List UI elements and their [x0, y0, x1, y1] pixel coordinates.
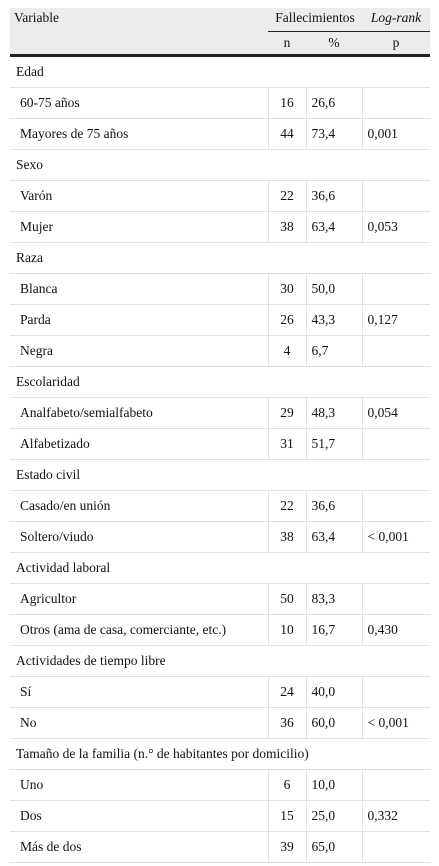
table-row [10, 398, 430, 429]
row-pct: 73,4 [306, 119, 362, 150]
row-label: No [10, 708, 268, 739]
row-pct: 10,0 [306, 770, 362, 801]
mortality-table [10, 8, 430, 863]
row-n: 15 [268, 801, 306, 832]
row-pct: 63,4 [306, 522, 362, 553]
row-p-value [362, 429, 430, 460]
row-pct: 43,3 [306, 305, 362, 336]
table-row [10, 119, 430, 150]
row-n: 22 [268, 181, 306, 212]
section-row [10, 150, 430, 181]
row-p-value: 0,127 [362, 305, 430, 336]
row-n: 38 [268, 212, 306, 243]
row-pct: 63,4 [306, 212, 362, 243]
row-label: Agricultor [10, 584, 268, 615]
row-n: 22 [268, 491, 306, 522]
row-label: Analfabeto/semialfabeto [10, 398, 268, 429]
row-n: 30 [268, 274, 306, 305]
table-header [10, 8, 430, 56]
table-row [10, 88, 430, 119]
row-pct: 51,7 [306, 429, 362, 460]
row-pct: 26,6 [306, 88, 362, 119]
section-title: Edad [10, 56, 430, 88]
row-label: 60-75 años [10, 88, 268, 119]
section-row [10, 646, 430, 677]
header-logrank: Log-rank [362, 8, 430, 32]
header-fallecimientos: Fallecimientos [268, 8, 362, 32]
row-p-value [362, 88, 430, 119]
header-pct: % [306, 32, 362, 56]
section-row [10, 739, 430, 770]
row-label: Alfabetizado [10, 429, 268, 460]
section-row [10, 243, 430, 274]
row-pct: 83,3 [306, 584, 362, 615]
section-row [10, 367, 430, 398]
row-label: Varón [10, 181, 268, 212]
table-row [10, 491, 430, 522]
row-pct: 50,0 [306, 274, 362, 305]
row-n: 6 [268, 770, 306, 801]
table-row [10, 832, 430, 863]
row-p-value: 0,332 [362, 801, 430, 832]
header-n: n [268, 32, 306, 56]
table-row [10, 274, 430, 305]
row-pct: 40,0 [306, 677, 362, 708]
row-pct: 60,0 [306, 708, 362, 739]
row-p-value [362, 274, 430, 305]
header-p: p [362, 32, 430, 56]
row-label: Sí [10, 677, 268, 708]
table-row [10, 305, 430, 336]
table-body [10, 56, 430, 863]
section-title: Sexo [10, 150, 430, 181]
row-pct: 65,0 [306, 832, 362, 863]
row-n: 39 [268, 832, 306, 863]
row-n: 50 [268, 584, 306, 615]
row-pct: 16,7 [306, 615, 362, 646]
table-row [10, 212, 430, 243]
row-label: Mayores de 75 años [10, 119, 268, 150]
row-label: Otros (ama de casa, comerciante, etc.) [10, 615, 268, 646]
table-row [10, 677, 430, 708]
row-pct: 36,6 [306, 181, 362, 212]
row-p-value: < 0,001 [362, 708, 430, 739]
row-pct: 36,6 [306, 491, 362, 522]
row-p-value [362, 584, 430, 615]
section-row [10, 553, 430, 584]
section-row [10, 460, 430, 491]
section-title: Estado civil [10, 460, 430, 491]
table-row [10, 708, 430, 739]
section-title: Tamaño de la familia (n.° de habitantes por domicilio) [10, 739, 430, 770]
row-p-value: < 0,001 [362, 522, 430, 553]
table-row [10, 522, 430, 553]
header-variable: Variable [10, 8, 268, 32]
row-n: 26 [268, 305, 306, 336]
row-label: Uno [10, 770, 268, 801]
row-pct: 25,0 [306, 801, 362, 832]
table-row [10, 584, 430, 615]
row-p-value: 0,430 [362, 615, 430, 646]
row-n: 16 [268, 88, 306, 119]
section-title: Actividad laboral [10, 553, 430, 584]
row-pct: 48,3 [306, 398, 362, 429]
table-row [10, 336, 430, 367]
row-p-value [362, 677, 430, 708]
row-n: 44 [268, 119, 306, 150]
row-label: Dos [10, 801, 268, 832]
row-label: Mujer [10, 212, 268, 243]
row-p-value [362, 336, 430, 367]
table-row [10, 770, 430, 801]
row-n: 29 [268, 398, 306, 429]
row-label: Soltero/viudo [10, 522, 268, 553]
table-row [10, 615, 430, 646]
row-n: 31 [268, 429, 306, 460]
section-title: Escolaridad [10, 367, 430, 398]
row-n: 36 [268, 708, 306, 739]
row-p-value [362, 181, 430, 212]
table-row [10, 429, 430, 460]
row-label: Casado/en unión [10, 491, 268, 522]
row-n: 4 [268, 336, 306, 367]
row-label: Negra [10, 336, 268, 367]
header-blank [10, 32, 268, 56]
row-p-value: 0,053 [362, 212, 430, 243]
table-row [10, 801, 430, 832]
row-p-value: 0,001 [362, 119, 430, 150]
row-label: Blanca [10, 274, 268, 305]
row-p-value [362, 832, 430, 863]
row-pct: 6,7 [306, 336, 362, 367]
row-p-value [362, 770, 430, 801]
table-row [10, 181, 430, 212]
row-p-value: 0,054 [362, 398, 430, 429]
row-n: 38 [268, 522, 306, 553]
section-row [10, 56, 430, 88]
section-title: Raza [10, 243, 430, 274]
row-n: 10 [268, 615, 306, 646]
row-p-value [362, 491, 430, 522]
section-title: Actividades de tiempo libre [10, 646, 430, 677]
row-label: Parda [10, 305, 268, 336]
row-n: 24 [268, 677, 306, 708]
row-label: Más de dos [10, 832, 268, 863]
